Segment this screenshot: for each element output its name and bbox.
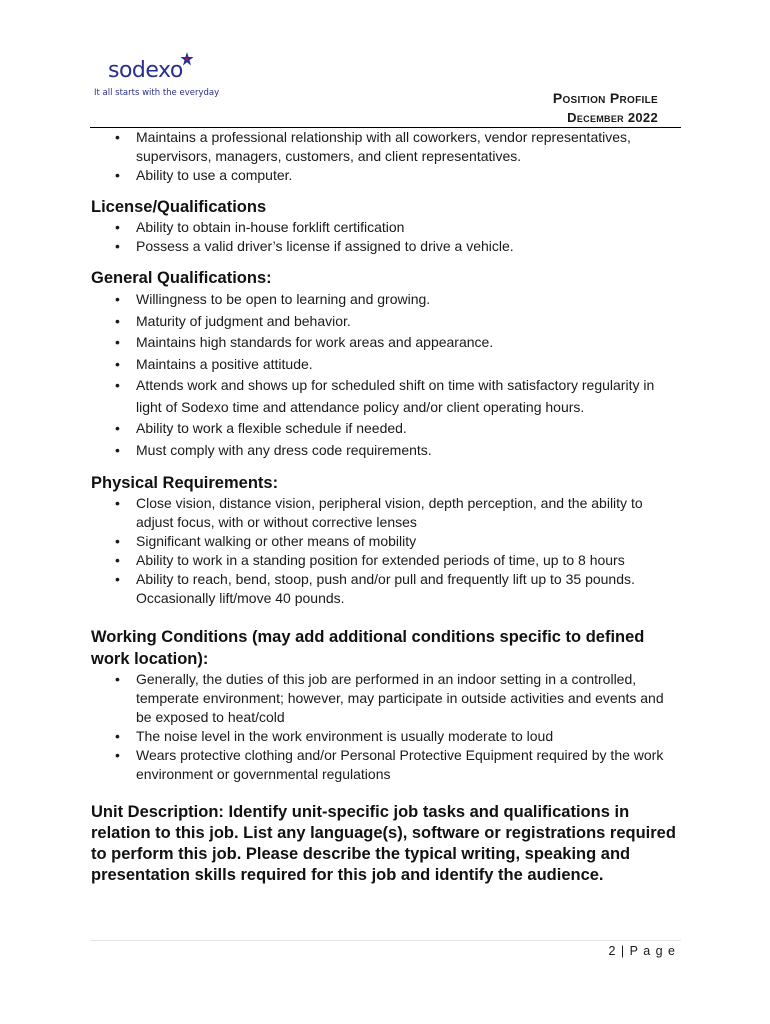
general-list <box>91 289 681 461</box>
logo-wordmark: sodexo <box>108 58 183 83</box>
section-heading: Unit Description: Identify unit-specific job tasks and qualifications in relation to this job. List any language(s), software or registrations required to perform this job. Please describe the typical writing, speaking and presentation skills required for this job and identify the audience. <box>91 803 676 884</box>
list-item: • Possess a valid driver’s license if assigned to drive a vehicle. <box>91 237 681 256</box>
list-item: • Attends work and shows up for scheduled shift on time with satisfactory regularity in light of Sodexo time and attendance policy and/or client operating hours. <box>91 375 681 418</box>
document-date: December 2022 <box>567 110 658 125</box>
list-item: • Wears protective clothing and/or Personal Protective Equipment required by the work environment or governmental regulations <box>91 746 681 784</box>
star-icon <box>180 52 194 68</box>
footer-divider <box>90 940 681 941</box>
list-item: • The noise level in the work environment is usually moderate to loud <box>91 727 681 746</box>
section-heading: General Qualifications: <box>91 269 272 287</box>
unit-description-section <box>91 802 681 886</box>
page-number: 2 | P a g e <box>608 944 676 958</box>
list-item: • Significant walking or other means of mobility <box>91 532 681 551</box>
list-item: • Maintains a positive attitude. <box>91 354 681 376</box>
sodexo-logo <box>94 52 224 102</box>
list-item: • Willingness to be open to learning and growing. <box>91 289 681 311</box>
list-item: • Ability to use a computer. <box>91 166 681 185</box>
list-item: • Ability to obtain in-house forklift certification <box>91 218 681 237</box>
working-conditions-section <box>91 626 681 784</box>
logo-tagline: It all starts with the everyday <box>94 88 220 98</box>
license-section <box>91 197 681 256</box>
list-item: • Maintains high standards for work areas and appearance. <box>91 332 681 354</box>
list-item: • Close vision, distance vision, peripheral vision, depth perception, and the ability to adjust focus, with or without corrective lenses <box>91 494 681 532</box>
list-item: • Generally, the duties of this job are performed in an indoor setting in a controlled, temperate environment; however, may participate in outside activities and events and be exposed to heat/cold <box>91 670 681 727</box>
intro-list <box>91 128 681 185</box>
section-heading: Working Conditions (may add additional conditions specific to defined work location): <box>91 628 645 668</box>
document-body <box>91 128 681 886</box>
license-list <box>91 218 681 256</box>
working-list <box>91 670 681 784</box>
list-item: • Maintains a professional relationship with all coworkers, vendor representatives, supervisors, managers, customers, and client representatives. <box>91 128 681 166</box>
list-item: • Ability to work a flexible schedule if needed. <box>91 418 681 440</box>
list-item: • Maturity of judgment and behavior. <box>91 311 681 333</box>
section-heading: License/Qualifications <box>91 198 267 216</box>
physical-list <box>91 494 681 608</box>
section-heading: Physical Requirements: <box>91 474 279 492</box>
general-qualifications-section <box>91 268 681 461</box>
list-item: • Must comply with any dress code requirements. <box>91 440 681 462</box>
list-item: • Ability to reach, bend, stoop, push and/or pull and frequently lift up to 35 pounds. Occasionally lift/move 40 pounds. <box>91 570 681 608</box>
physical-requirements-section <box>91 473 681 608</box>
list-item: • Ability to work in a standing position for extended periods of time, up to 8 hours <box>91 551 681 570</box>
document-title: Position Profile <box>552 90 658 106</box>
